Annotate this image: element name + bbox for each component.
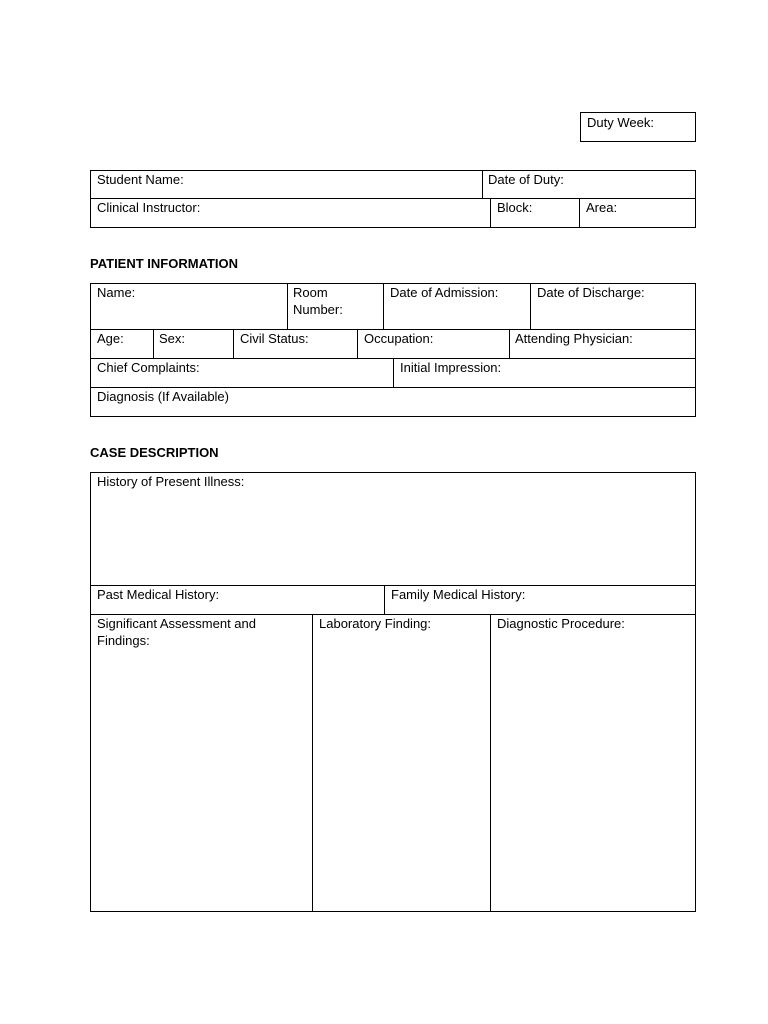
patient-name-label: Name:	[97, 285, 136, 300]
occupation-label: Occupation:	[364, 331, 434, 346]
chief-complaints-field[interactable]	[91, 359, 393, 387]
significant-assessment-field[interactable]	[91, 615, 312, 911]
age-field[interactable]	[91, 330, 153, 358]
history-present-illness-field[interactable]	[91, 473, 695, 585]
significant-assessment-label-line2: Findings:	[97, 633, 150, 648]
student-info-table	[90, 170, 696, 228]
chief-complaints-label: Chief Complaints:	[97, 360, 200, 375]
diagnostic-procedure-label: Diagnostic Procedure:	[497, 616, 625, 631]
significant-assessment-label-line1: Significant Assessment and	[97, 616, 256, 631]
laboratory-finding-field[interactable]	[313, 615, 490, 911]
attending-physician-label: Attending Physician:	[515, 331, 633, 346]
patient-information-heading: PATIENT INFORMATION	[90, 256, 239, 271]
diagnosis-label: Diagnosis (If Available)	[97, 389, 229, 404]
student-name-label: Student Name:	[97, 172, 184, 187]
past-medical-history-field[interactable]	[91, 586, 384, 614]
student-name-field[interactable]	[91, 171, 482, 198]
initial-impression-label: Initial Impression:	[400, 360, 502, 375]
diagnostic-procedure-field[interactable]	[491, 615, 695, 911]
sex-label: Sex:	[159, 331, 186, 346]
past-medical-history-label: Past Medical History:	[97, 587, 220, 602]
age-label: Age:	[97, 331, 124, 346]
civil-status-label: Civil Status:	[240, 331, 309, 346]
diagnosis-field[interactable]	[91, 388, 695, 416]
date-of-discharge-field[interactable]	[531, 284, 695, 329]
clinical-instructor-label: Clinical Instructor:	[97, 200, 201, 215]
date-of-admission-field[interactable]	[384, 284, 530, 329]
laboratory-finding-label: Laboratory Finding:	[319, 616, 432, 631]
area-label: Area:	[586, 200, 618, 215]
civil-status-field[interactable]	[234, 330, 357, 358]
date-of-admission-label: Date of Admission:	[390, 285, 499, 300]
patient-info-table	[90, 283, 696, 417]
occupation-field[interactable]	[358, 330, 509, 358]
room-number-field[interactable]	[288, 284, 383, 329]
patient-name-field[interactable]	[91, 284, 287, 329]
history-present-illness-label: History of Present Illness:	[97, 474, 245, 489]
initial-impression-field[interactable]	[394, 359, 695, 387]
block-field[interactable]	[491, 199, 579, 227]
duty-week-label: Duty Week:	[587, 115, 654, 130]
room-number-label-line1: Room	[293, 285, 328, 300]
date-of-duty-field[interactable]	[483, 171, 695, 198]
family-medical-history-field[interactable]	[385, 586, 695, 614]
date-of-duty-label: Date of Duty:	[488, 172, 564, 187]
area-field[interactable]	[580, 199, 695, 227]
attending-physician-field[interactable]	[510, 330, 695, 358]
room-number-label-line2: Number:	[293, 302, 343, 317]
block-label: Block:	[497, 200, 533, 215]
sex-field[interactable]	[154, 330, 233, 358]
case-description-heading: CASE DESCRIPTION	[90, 445, 219, 460]
date-of-discharge-label: Date of Discharge:	[537, 285, 645, 300]
case-description-table	[90, 472, 696, 912]
family-medical-history-label: Family Medical History:	[391, 587, 526, 602]
duty-week-box[interactable]	[580, 112, 696, 142]
clinical-instructor-field[interactable]	[91, 199, 490, 227]
